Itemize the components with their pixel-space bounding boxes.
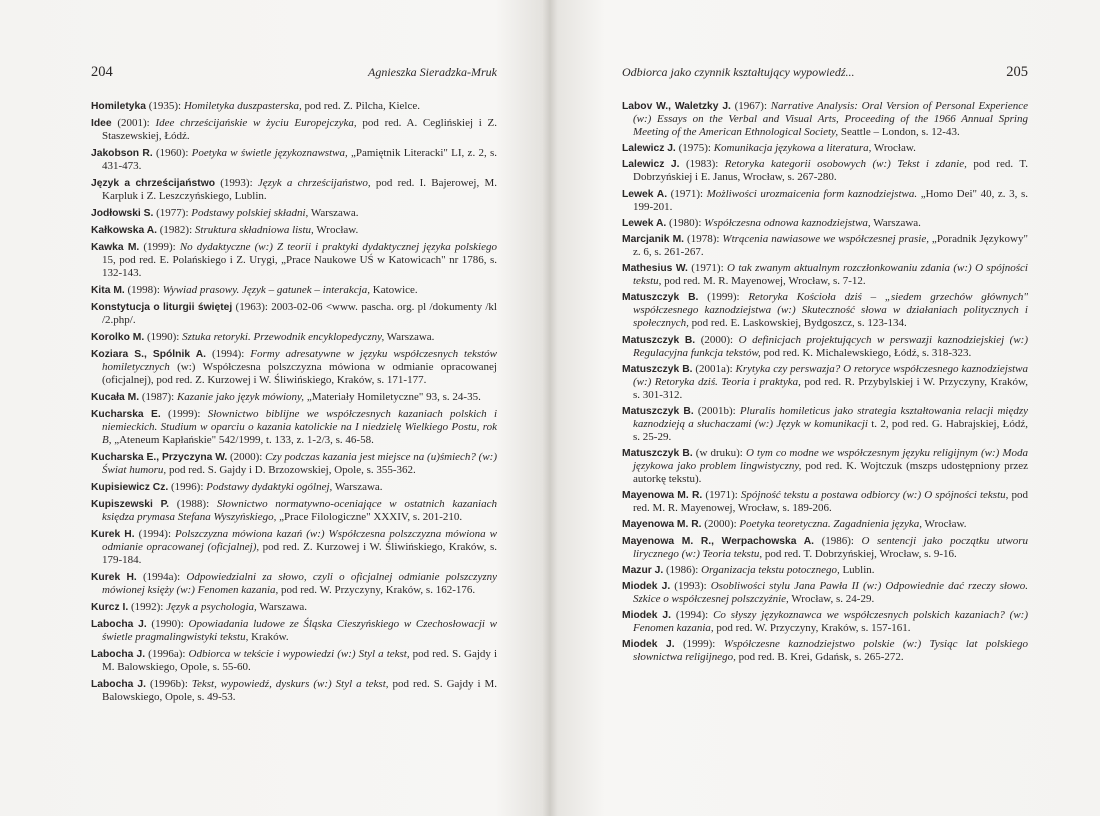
bibliography-entry [91,571,497,597]
entry-title: Homiletyka duszpasterska, [183,100,302,112]
entry-title: Współczesne kaznodziejstwo polskie (w:) Tysiąc lat polskiego słownictwa religijnego, [633,638,1028,664]
entry-year: (1999): [698,291,749,304]
bibliography-entry [91,528,497,567]
entry-year: (1994): [206,348,251,360]
left-page-header [91,64,497,86]
bibliography-entry [622,405,1028,444]
entry-year: (1994): [671,609,714,622]
entry-year: (1993): [215,177,258,189]
bibliography-entry [622,334,1028,360]
page-number: 204 [91,64,113,80]
entry-author: Matuszczyk B. [622,405,694,417]
entry-author: Lalewicz J. [622,143,676,155]
entry-title: Organizacja tekstu potocznego, [701,563,840,576]
bibliography-entry [622,188,1028,214]
entry-title: Język a chrześcijaństwo, [257,177,371,189]
bibliography-entry [91,207,497,220]
entry-details: Seattle – London, s. 12-43. [838,126,960,138]
entry-details: pod red. S. Gajdy i M. Balowskiego, Opole, s. 55-60. [102,648,497,673]
entry-year: (1978): [684,232,723,245]
entry-title: Retoryka Kościoła dziś – „siedem grzechów głównych" współczesnego kaznodziejstwa (w:) Skuteczność słowa w działaniach politycznych i społecznych, [633,291,1028,330]
entry-author: Lalewicz J. [622,159,680,171]
entry-details: pod red. Z. Pilcha, Kielce. [301,100,420,112]
entry-author: Kupiszewski P. [91,499,170,510]
entry-title: Polszczyzna mówiona kazań (w:) Współczesna polszczyzna mówiona w odmianie opracowanej (oficjalnej), [102,528,497,553]
entry-details: t. 2, pod red. G. Habrajskiej, Łódź, s. 25-29. [633,417,1028,443]
bibliography-entry [91,100,497,113]
entry-year: (1993): [670,580,711,592]
bibliography-entry [622,142,1028,155]
entry-details: pod red. R. Przybylskiej i W. Przyczyny, Kraków, s. 301-312. [633,375,1028,401]
entry-details: „Ateneum Kapłańskie" 542/1999, t. 133, z. 1-2/3, s. 46-58. [111,434,374,446]
entry-year: (1986): [814,534,862,547]
bibliography-entry [622,100,1028,139]
entry-title: Czy podczas kazania jest miejsce na (u)śmiech? (w:) Świat humoru, [102,451,497,476]
entry-details: Wrocław, s. 24-29. [788,593,875,605]
bibliography-entry [91,678,497,704]
entry-author: Miodek J. [622,581,671,592]
entry-details: pod red. T. Dobrzyńskiej i E. Janus, Wrocław, s. 267-280. [633,158,1028,184]
entry-title: Kazanie jako język mówiony, [176,391,305,403]
entry-title: O definicjach projektujących w perswazji kaznodziejskiej (w:) Regulacyjna funkcja tekstów, [633,333,1028,359]
bibliography-entry [622,580,1028,606]
bibliography-entry [91,224,497,237]
entry-year: (1971): [667,187,707,200]
bibliography-entry [622,363,1028,402]
entry-author: Kucharska E. [91,409,161,420]
bibliography-entry [622,447,1028,486]
entry-title: O tak zwanym aktualnym rozczłonkowaniu zdania (w:) O spójności tekstu, [633,262,1028,288]
entry-details: pod red. Z. Kurzowej i W. Śliwińskiego, Kraków, s. 179-184. [102,541,497,566]
entry-year: (1982): [157,224,195,236]
entry-year: (1967): [730,100,771,112]
entry-details: pod red. B. Krei, Gdańsk, s. 265-272. [735,651,904,664]
bibliography-entry [91,601,497,614]
entry-year: (2000): [227,451,266,463]
entry-author: Idee [91,118,112,129]
entry-title: Formy adresatywne w języku współczesnych tekstów homiletycznych [102,348,497,373]
bibliography-entry [622,233,1028,259]
entry-author: Kucharska E., Przyczyna W. [91,452,228,463]
entry-author: Korolko M. [91,332,145,343]
entry-author: Homiletyka [91,101,146,112]
bibliography-list [622,100,1028,664]
entry-year: (1999): [160,408,208,420]
entry-year: (1960): [152,147,192,159]
entry-title: O sentencji jako początku utworu lirycznego (w:) Teoria tekstu, [633,534,1028,560]
entry-year: (1994): [134,528,176,540]
entry-details: Wrocław. [871,142,916,155]
bibliography-entry [91,117,497,143]
entry-author: Labocha J. [91,649,146,660]
entry-details: pod red. W. Przyczyny, Kraków, s. 157-161. [713,622,911,635]
entry-author: Miodek J. [622,639,675,651]
entry-title: Wywiad prasowy. Język – gatunek – interakcja, [162,284,370,296]
bibliography-entry [91,451,497,477]
entry-title: Odbiorca w tekście i wypowiedzi (w:) Styl a tekst, [188,648,410,660]
entry-title: Słownictwo normatywno-oceniające w ostatnich kazaniach księdza prymasa Stefana Wyszyńskiego, [102,498,497,523]
entry-author: Labov W., Waletzky J. [622,101,731,112]
entry-author: Labocha J. [91,679,147,690]
entry-details: „Homo Dei" 40, z. 3, s. 199-201. [633,187,1028,213]
entry-year: (1990): [144,331,183,343]
entry-year: (1999): [674,638,724,651]
bibliography-entry [91,618,497,644]
entry-author: Mazur J. [622,564,664,576]
entry-details: 15, pod red. E. Polańskiego i Z. Urygi, „Prace Naukowe UŚ w Katowicach" nr 1786, s. 132-143. [102,254,497,279]
running-head: Agnieszka Sieradzka-Mruk [368,65,497,79]
entry-year: (1977): [153,207,192,219]
entry-details: pod red. K. Wojtczuk (mszps udostępniony przez autorkę tekstu). [633,460,1028,486]
entry-author: Miodek J. [622,610,672,622]
bibliography-entry [622,158,1028,184]
bibliography-entry [91,284,497,297]
entry-title: Krytyka czy perswazja? O retoryce współczesnego kaznodziejstwa (w:) Retoryka dziś. Teoria i praktyka, [633,362,1028,388]
entry-author: Kawka M. [91,242,140,253]
entry-year: (2001b): [693,404,740,417]
entry-title: Wtrącenia nawiasowe we współczesnej prasie, [722,232,929,245]
entry-author: Jodłowski S. [91,208,154,219]
entry-details: pod red. S. Gajdy i M. Balowskiego, Opole, s. 49-53. [102,678,497,703]
entry-year: (1987): [139,391,177,403]
entry-title: Podstawy dydaktyki ogólnej, [206,481,333,493]
entry-title: Idee chrześcijańskie w życiu Europejczyka, [155,117,357,129]
bibliography-entry [91,177,497,203]
entry-details: Kraków. [248,631,289,643]
entry-title: Spójność tekstu a postawa odbiorcy (w:) O spójności tekstu, [740,489,1009,502]
entry-year: (2000): [695,333,739,346]
entry-year: (w druku): [692,447,746,460]
entry-details: „Poradnik Językowy" z. 6, s. 261-267. [633,232,1028,258]
entry-details: pod red. M. R. Mayenowej, Wrocław, s. 189-206. [633,489,1028,515]
bibliography-entry [91,648,497,674]
bibliography-entry [622,609,1028,635]
bibliography-entry [622,535,1028,561]
entry-details: Katowice. [370,284,418,296]
entry-title: Komunikacja językowa a literatura, [713,142,872,155]
bibliography-list [91,100,497,704]
entry-year: (1980): [666,216,705,229]
entry-author: Marcjanik M. [622,233,685,245]
entry-year: (1986): [663,563,702,576]
entry-author: Labocha J. [91,619,147,630]
entry-title: Odpowiedzialni za słowo, czyli o oficjalnej odmianie polszczyzny mówionej księży (w:) Fenomen kazania, [102,571,497,596]
entry-year: (1988): [169,498,217,510]
left-page [91,64,497,784]
bibliography-entry [91,147,497,173]
entry-details: pod red. I. Bajerowej, M. Karpluk i Z. Leszczyńskiego, Lublin. [102,177,497,202]
entry-details: pod red. K. Michalewskiego, Łódź, s. 318-323. [760,346,972,359]
entry-details: pod red. S. Gajdy i D. Brzozowskiej, Opole, s. 355-362. [166,464,416,476]
bibliography-entry [91,241,497,280]
entry-details: „Prace Filologiczne" XXXIV, s. 201-210. [276,511,463,523]
entry-title: O tym co modne we współczesnym języku religijnym (w:) Moda językowa jako problem lingwistyczny, [633,447,1028,473]
entry-title: Poetyka w świetle językoznawstwa, [191,147,348,159]
entry-year: (1992): [128,601,167,613]
bibliography-entry [622,518,1028,531]
entry-title: Co słyszy językoznawca we współczesnych polskich kazaniach? (w:) Fenomen kazania, [633,609,1028,635]
entry-details: Warszawa. [256,601,308,613]
entry-author: Lewek A. [622,188,668,200]
entry-details: Wrocław. [922,518,967,531]
entry-details: Warszawa. [308,207,359,219]
bibliography-entry [622,489,1028,515]
bibliography-entry [91,481,497,494]
entry-author: Język a chrześcijaństwo [91,178,216,189]
entry-details: Warszawa. [384,331,435,343]
entry-author: Mayenowa M. R. [622,490,703,502]
entry-author: Kałkowska A. [91,225,158,236]
bibliography-entry [622,262,1028,288]
entry-author: Konstytucja o liturgii świętej [91,302,233,313]
entry-title: Podstawy polskiej składni, [191,207,309,219]
entry-details: pod red. W. Przyczyny, Kraków, s. 162-176. [278,584,476,596]
entry-year: (1990): [146,618,189,630]
entry-author: Matuszczyk B. [622,448,693,460]
entry-year: (1999): [139,241,180,253]
entry-author: Jakobson R. [91,148,153,159]
entry-title: Opowiadania ludowe ze Śląska Cieszyńskiego w Czechosłowacji w świetle pragmalingwistyki tekstu, [102,618,497,643]
entry-title: Słownictwo biblijne we współczesnych kazaniach polskich i niemieckich. Studium w oparciu o kazania katolickie na I niedzielę Wielkiego Postu, rok B, [102,408,497,446]
entry-author: Matuszczyk B. [622,334,696,346]
entry-year: (1994a): [136,571,187,583]
right-page [622,64,1028,784]
entry-author: Matuszczyk B. [622,363,693,375]
entry-details: „Pamiętnik Literacki" LI, z. 2, s. 431-473. [102,147,497,172]
entry-details: 2003-02-06 <www. pascha. org. pl /dokumenty /kl /2.php/. [102,301,497,326]
bibliography-entry [622,638,1028,664]
entry-year: (1971): [702,489,741,502]
entry-author: Mathesius W. [622,263,688,275]
bibliography-entry [91,498,497,524]
entry-author: Koziara S., Spólnik A. [91,349,207,360]
entry-year: (1971): [687,262,727,275]
entry-year: (1963): [232,301,272,313]
entry-details: Warszawa. [870,216,921,229]
entry-year: (2001): [111,117,156,129]
entry-details: Lublin. [839,563,875,576]
entry-author: Kurcz I. [91,602,129,613]
running-head: Odbiorca jako czynnik kształtujący wypowiedź... [622,65,855,79]
entry-details: (w:) Współczesna polszczyzna mówiona w odmianie opracowanej (oficjalnej), pod red. Z. Kurzowej i W. Śliwińskiego, Kraków, s. 171-177. [102,361,497,386]
entry-year: (2001a): [692,362,736,375]
entry-year: (1975): [675,142,714,155]
entry-details: Wrocław. [313,224,359,236]
entry-author: Lewek A. [622,217,667,229]
bibliography-entry [91,408,497,447]
right-page-header [622,64,1028,86]
entry-year: (1983): [679,158,725,171]
entry-year: (1996): [168,481,207,493]
bibliography-entry [91,301,497,327]
entry-title: Sztuka retoryki. Przewodnik encyklopedyczny, [182,331,385,343]
entry-title: No dydaktyczne (w:) Z teorii i praktyki dydaktycznej języka polskiego [179,241,497,253]
entry-title: Narrative Analysis: Oral Version of Personal Experience (w:) Essays on the Verbal and Visual Arts, Proceeding of the 1966 Annual Spring Meeting of the American Ethnological Society, [633,100,1028,138]
entry-details: pod red. M. R. Mayenowej, Wrocław, s. 7-12. [661,275,866,288]
entry-title: Możliwości urozmaicenia form kaznodziejstwa. [706,187,918,200]
entry-details: Warszawa. [332,481,383,493]
bibliography-entry [622,217,1028,230]
bibliography-entry [622,291,1028,330]
entry-author: Kucała M. [91,392,140,403]
page-number: 205 [1006,64,1028,80]
entry-year: (1996a): [145,648,189,660]
entry-title: Pluralis homileticus jako strategia kształtowania relacji między kaznodzieją a słuchaczami (w:) Język w komunikacji [633,404,1028,430]
entry-details: „Materiały Homiletyczne" 93, s. 24-35. [304,391,481,403]
bibliography-entry [91,391,497,404]
entry-author: Kita M. [91,285,125,296]
entry-details: pod red. A. Ceglińskiej i Z. Staszewskiej, Łódź. [102,117,497,142]
entry-author: Kurek H. [91,529,135,540]
entry-title: Poetyka teoretyczna. Zagadnienia języka, [739,518,922,531]
entry-title: Struktura składniowa listu, [194,224,314,236]
entry-details: pod red. T. Dobrzyńskiej, Wrocław, s. 9-16. [762,547,957,560]
entry-title: Język a psychologia, [166,601,257,613]
bibliography-entry [91,348,497,387]
entry-author: Mayenowa M. R. [622,519,702,531]
entry-year: (2000): [701,518,740,531]
bibliography-entry [91,331,497,344]
entry-author: Kupisiewicz Cz. [91,482,169,493]
entry-year: (1935): [145,100,184,112]
entry-title: Retoryka kategorii osobowych (w:) Tekst i zdanie, [724,158,967,171]
entry-author: Matuszczyk B. [622,292,699,304]
entry-title: Osobliwości stylu Jana Pawła II (w:) Odpowiednie dać rzeczy słowo. Szkice o współczesnej polszczyźnie, [633,580,1028,605]
bibliography-entry [622,564,1028,577]
entry-title: Tekst, wypowiedź, dyskurs (w:) Styl a tekst, [191,678,389,690]
entry-author: Mayenowa M. R., Werpachowska A. [622,535,815,547]
entry-year: (1998): [124,284,163,296]
entry-title: Współczesna odnowa kaznodziejstwa, [704,216,871,229]
entry-details: pod red. E. Laskowskiej, Bydgoszcz, s. 123-134. [688,317,907,330]
entry-year: (1996b): [146,678,192,690]
entry-author: Kurek H. [91,572,137,583]
